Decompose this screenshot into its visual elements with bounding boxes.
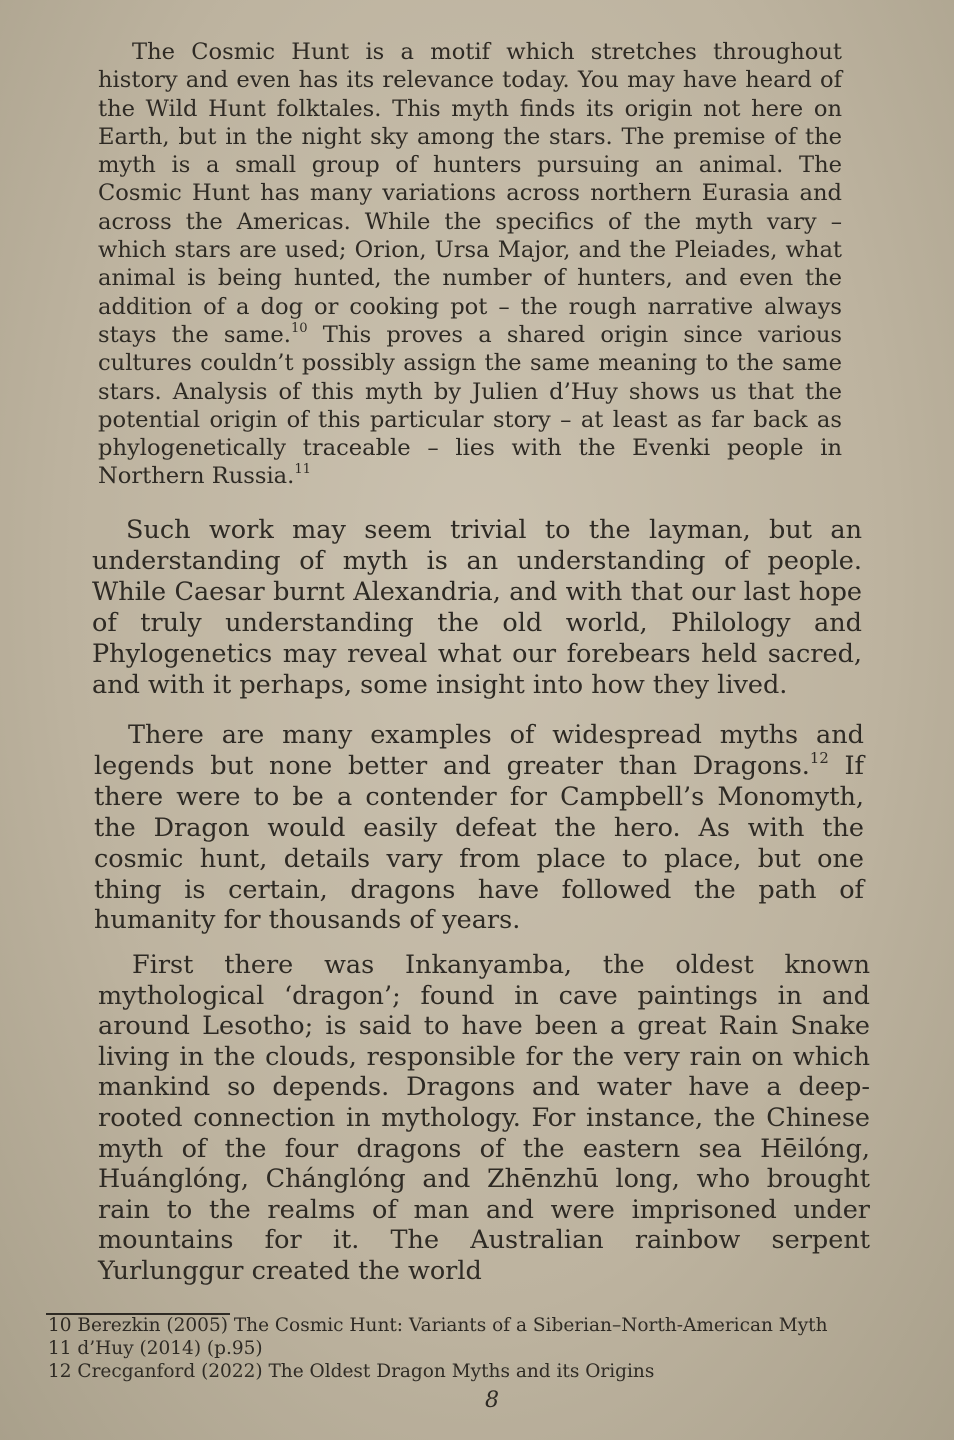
paragraph-text: Such work may seem trivial to the layman, but an understanding of myth is an understanding of people. While Caesar burnt Alexandria, and with that our last hope of truly understanding the old world, Philology and Phylogenetics may reveal what our forebears held sacred, and with it perhaps, some insight into how they lived.: [92, 515, 862, 700]
paragraph-inkanyamba: [98, 950, 870, 1287]
paragraph-text: If there were to be a contender for Campbell’s Monomyth, the Dragon would easily defeat the hero. As with the cosmic hunt, details vary from place to place, but one thing is certain, dragons have followed the path of humanity for thousands of years.: [94, 750, 864, 936]
footnote-ref-11[interactable]: 11: [294, 462, 312, 478]
paragraph-understanding-myth: [92, 515, 862, 701]
paragraph-text: First there was Inkanyamba, the oldest known mythological ‘dragon’; found in cave paintings in and around Lesotho; is said to have been a great Rain Snake living in the clouds, responsible for the very rain on which mankind so depends. Dragons and water have a deep-rooted connection in mythology. For instance, the Chinese myth of the four dragons of the eastern sea Hēilóng, Huánglóng, Chánglóng and Zhēnzhū long, who brought rain to the realms of man and were imprisoned under mountains for it. The Australian rainbow serpent Yurlunggur created the world: [98, 950, 870, 1286]
page-number: 8: [485, 1388, 499, 1413]
paragraph-cosmic-hunt: [98, 38, 842, 491]
paragraph-text: The Cosmic Hunt is a motif which stretches throughout history and even has its relevance today. You may have heard of the Wild Hunt folktales. This myth finds its origin not here on Earth, but in the night sky among the stars. The premise of the myth is a small group of hunters pursuing an animal. The Cosmic Hunt has many variations across northern Eurasia and across the Americas. While the specifics of the myth vary – which stars are used; Orion, Ursa Major, and the Pleiades, what animal is being hunted, the number of hunters, and even the addition of a dog or cooking pot – the rough narrative always stays the same.: [98, 39, 842, 348]
paragraph-text: There are many examples of widespread myths and legends but none better and greater than Dragons.: [94, 720, 864, 781]
footnotes: [48, 1314, 888, 1383]
paragraph-dragons: [94, 720, 864, 936]
footnote-ref-10[interactable]: 10: [290, 321, 308, 337]
paragraph-text: This proves a shared origin since various cultures couldn’t possibly assign the same meaning to the same stars. Analysis of this myth by Julien d’Huy shows us that the potential origin of this particular story – at least as far back as phylogenetically traceable – lies with the Evenki people in Northern Russia.: [98, 321, 842, 490]
footnote-10: 10 Berezkin (2005) The Cosmic Hunt: Variants of a Siberian–North-American Myth: [48, 1315, 828, 1336]
footnote-12: 12 Crecganford (2022) The Oldest Dragon Myths and its Origins: [48, 1361, 655, 1382]
footnote-11: 11 d’Huy (2014) (p.95): [48, 1338, 263, 1359]
footnote-ref-12[interactable]: 12: [809, 749, 829, 767]
